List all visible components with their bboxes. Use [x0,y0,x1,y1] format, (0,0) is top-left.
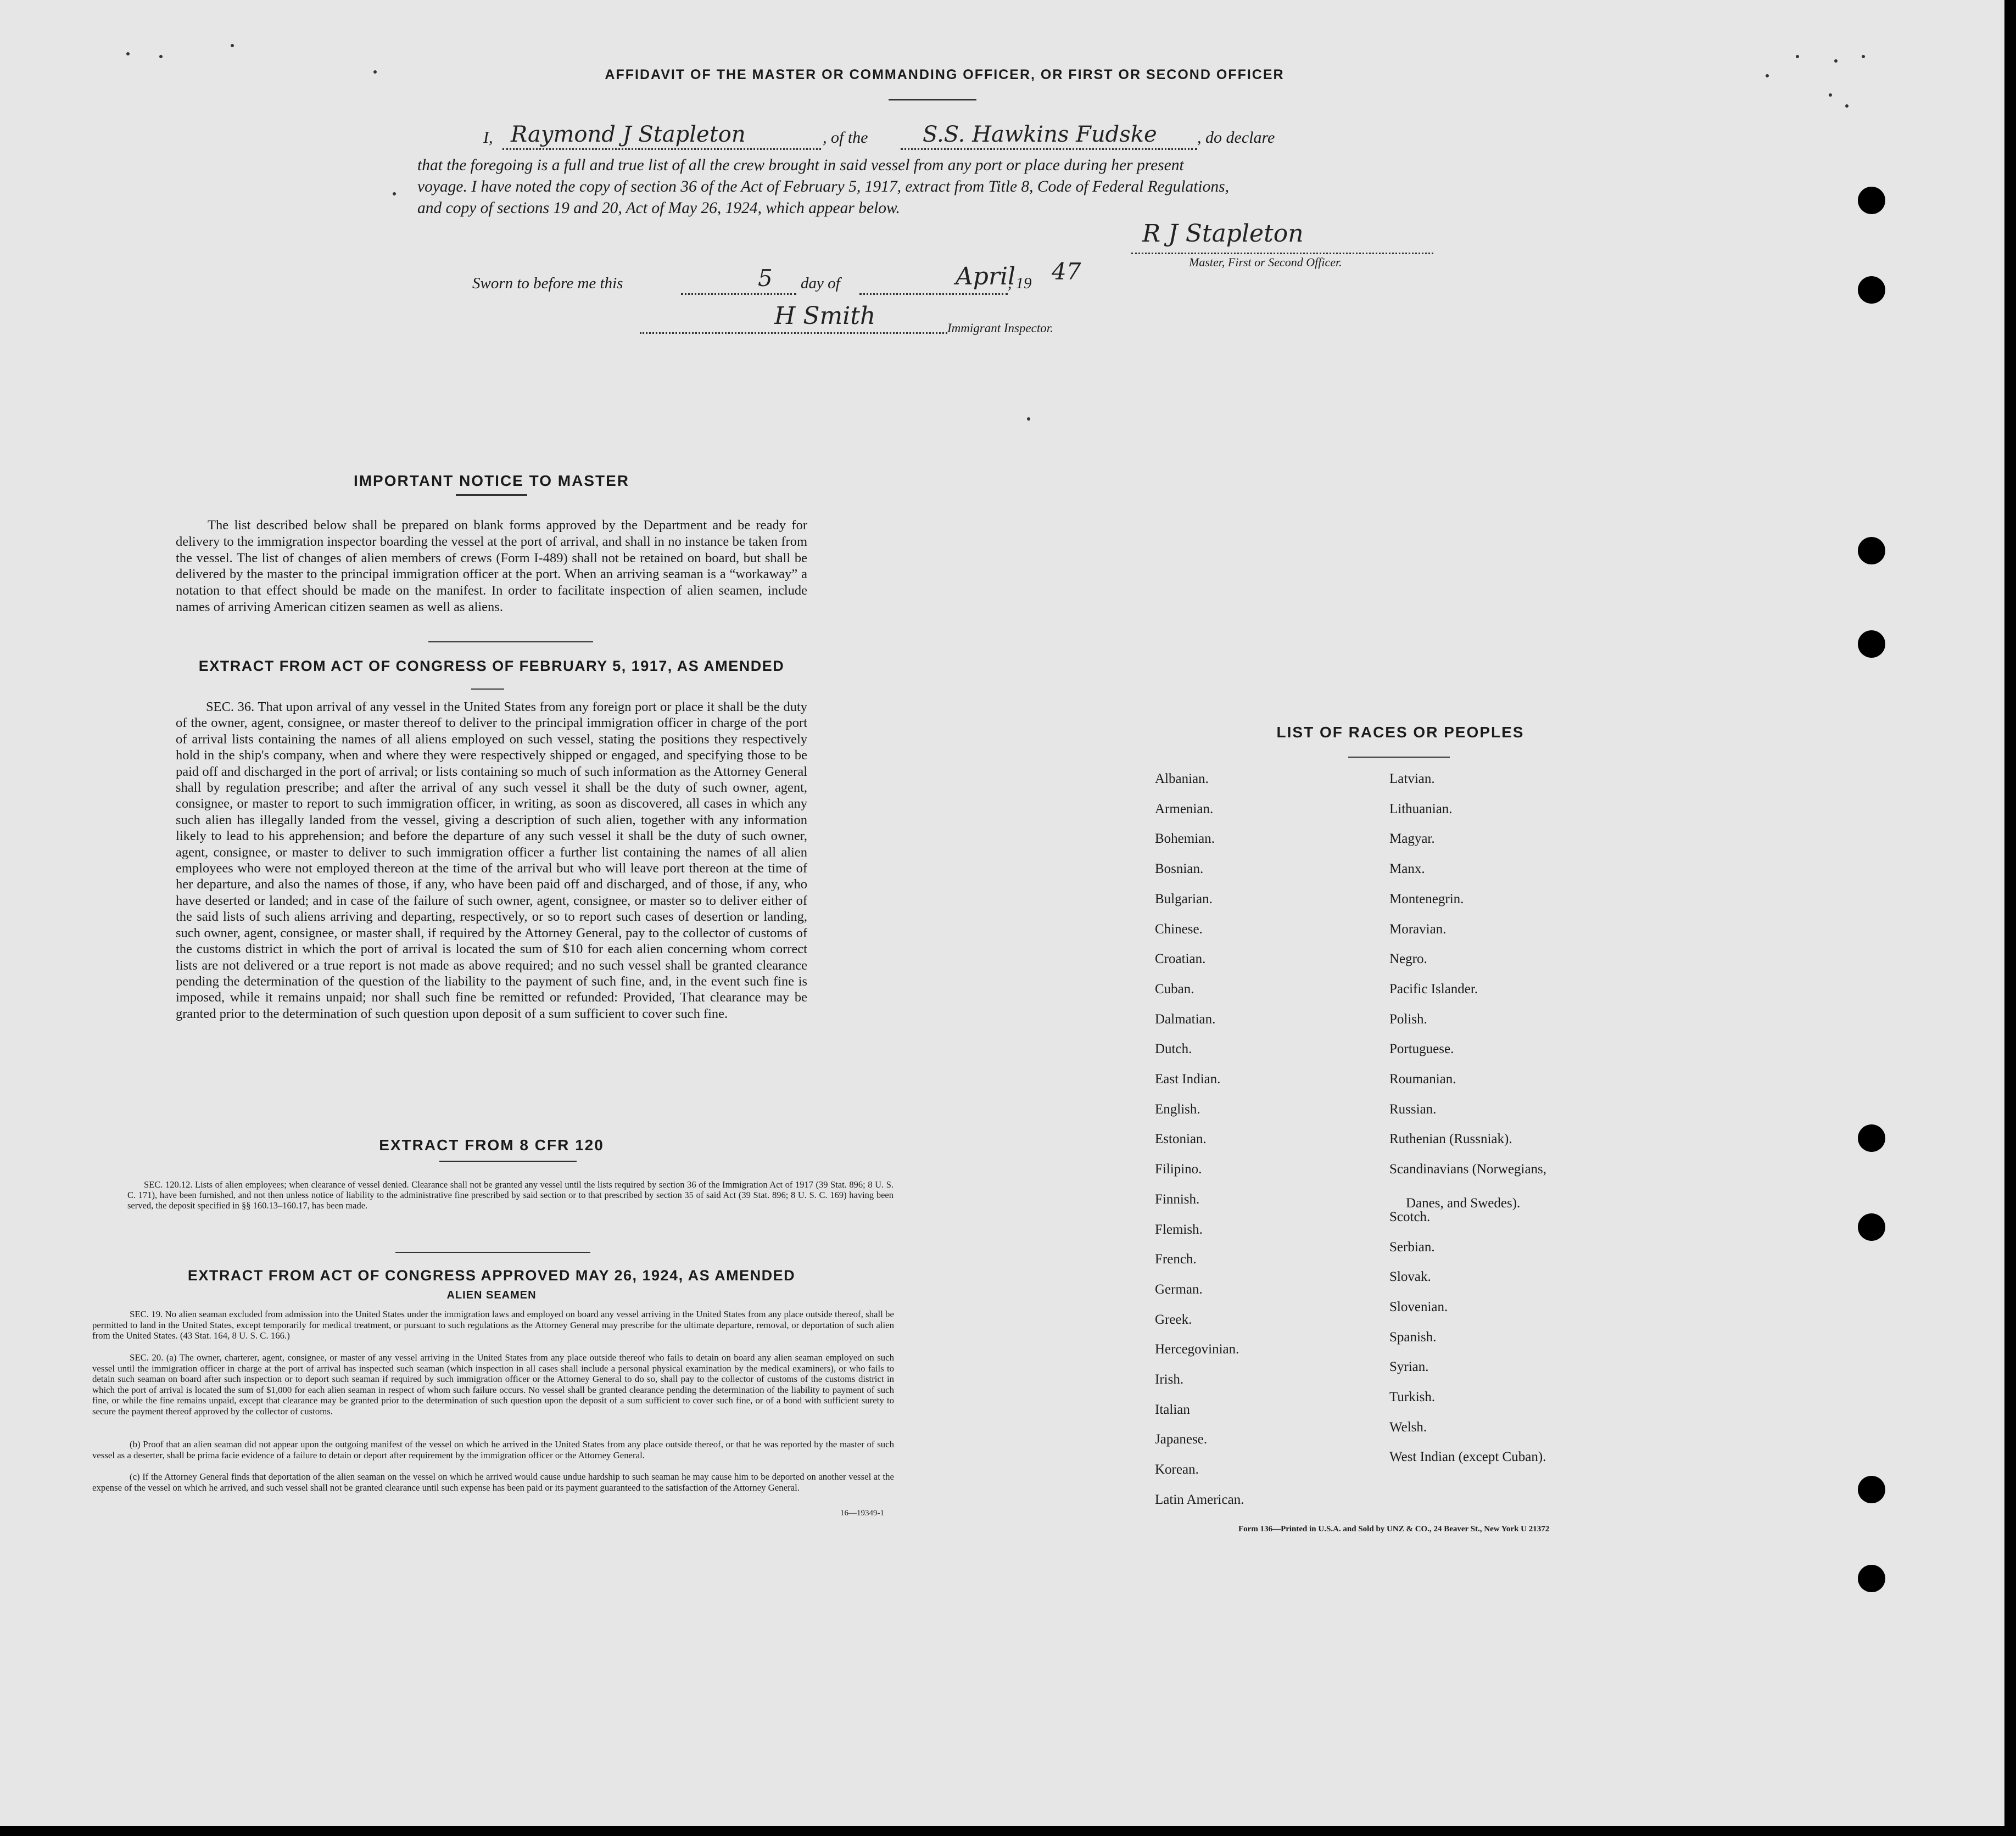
race-item-left: Bosnian. [1155,861,1204,877]
race-item-right-continuation: Danes, and Swedes). [1406,1196,1521,1211]
race-item-right: Slovenian. [1389,1299,1448,1314]
notice-heading-rule [456,494,527,496]
race-item-left: German. [1155,1281,1203,1297]
extract1917-heading: EXTRACT FROM ACT OF CONGRESS OF FEBRUARY 5, 1917, AS AMENDED [198,658,785,674]
race-item-left: Dutch. [1155,1042,1192,1057]
races-heading: LIST OF RACES OR PEOPLES [1276,724,1524,741]
title-rule [889,99,976,100]
punch-hole [1858,1565,1885,1592]
notice-heading: IMPORTANT NOTICE TO MASTER [353,472,630,489]
punch-hole [1858,276,1885,304]
inspector-signature-line [640,332,947,334]
race-item-right: Slovak. [1389,1269,1431,1285]
cfr-rule [439,1161,577,1162]
race-item-left: Flemish. [1155,1222,1203,1237]
cfr-heading: EXTRACT FROM 8 CFR 120 [379,1137,604,1154]
race-item-left: Irish. [1155,1372,1184,1387]
sec20b-text: (b) Proof that an alien seaman did not appear upon the outgoing manifest of the vessel on which he arrived in the United States from any place outside thereof, or that he was reported by the master of such vessel as a deserter, shall be prima facie evidence of a failure to detain or deport after requirement by the immigration officer or the Attorney General. [92,1439,894,1460]
sec19-text: SEC. 19. No alien seaman excluded from admission into the United States under the immigration laws and employed on board any vessel arriving in the United States from any place outside thereof, shall be permitted to land in the United States, except temporarily for medical treatment, or pursuant to such regulations as the Attorney General may prescribe for the ultimate departure, removal, or deportation of such alien from the United States. (43 Stat. 164, 8 U. S. C. 166.) [92,1309,894,1341]
race-item-right: Magyar. [1389,831,1435,847]
race-item-left: Dalmatian. [1155,1011,1216,1027]
race-item-right: Spanish. [1389,1329,1437,1345]
race-item-right: Turkish. [1389,1390,1436,1404]
race-item-left: Estonian. [1155,1132,1207,1147]
race-item-right: Montenegrin. [1389,891,1464,906]
race-item-right: Scandinavians (Norwegians, [1389,1162,1547,1177]
year-handwritten: 47 [1052,258,1081,285]
sworn-line [472,258,1186,302]
race-item-left: East Indian. [1155,1072,1221,1087]
inspector-signature: H Smith [774,302,876,330]
sworn-text: Sworn to before me this [472,275,623,292]
race-item-right: Portuguese. [1389,1042,1454,1057]
day-handwritten: 5 [758,265,773,292]
race-item-left: Bulgarian. [1155,891,1213,906]
race-item-right: Syrian. [1389,1359,1429,1375]
alien-seamen-subheading: ALIEN SEAMEN [446,1289,537,1301]
affidavit-i: I, [483,128,493,147]
affidavit-of-the: , of the [823,128,868,147]
race-item-left: Korean. [1155,1462,1199,1477]
race-item-left: Greek. [1155,1312,1192,1327]
race-item-left: Latin American. [1155,1492,1244,1507]
race-item-left: Cuban. [1155,981,1194,997]
race-item-left: Armenian. [1155,801,1214,816]
master-label: Master, First or Second Officer. [1189,255,1342,269]
race-item-left: Hercegovinian. [1155,1342,1239,1357]
race-item-left: Filipino. [1155,1162,1202,1177]
race-item-right: Serbian. [1389,1239,1435,1255]
section-divider [428,641,593,642]
form-footer: Form 136—Printed in U.S.A. and Sold by UNZ & CO., 24 Beaver St., New York U 21372 [1238,1525,1550,1533]
extract1924-heading: EXTRACT FROM ACT OF CONGRESS APPROVED MAY 26, 1924, AS AMENDED [187,1267,796,1284]
affidavit-line3: voyage. I have noted the copy of section 36 of the Act of February 5, 1917, extract from Title 8, Code of Federal Regulations, [417,178,1229,195]
race-item-right: West Indian (except Cuban). [1389,1449,1546,1465]
race-item-left: Finnish. [1155,1191,1200,1207]
inspector-label: Immigrant Inspector. [947,321,1053,335]
races-rule [1348,757,1450,758]
race-item-right: Polish. [1389,1011,1427,1027]
race-item-left: Croatian. [1155,951,1206,967]
affidavit-line4: and copy of sections 19 and 20, Act of May 26, 1924, which appear below. [417,199,900,217]
race-item-right: Scotch. [1389,1209,1431,1224]
affidavit-title: AFFIDAVIT OF THE MASTER OR COMMANDING OFFICER, OR FIRST OR SECOND OFFICER [605,67,1285,82]
race-item-left: Bohemian. [1155,831,1215,847]
race-item-right: Pacific Islander. [1389,981,1478,997]
race-item-right: Negro. [1389,951,1427,967]
cfr-body: SEC. 120.12. Lists of alien employees; when clearance of vessel denied. Clearance shall not be granted any vessel until the lists required by section 36 of the Immigration Act of 1917 (39 Stat. 896; 8 U. S. C. 171), have been furnished, and not then unless notice of liability to the administrative fine prescribed by said section or to that prescribed by section 35 of said Act (39 Stat. 896; 8 U. S. C. 169) having been served, the deposit specified in §§ 160.13–160.17, has been made. [127,1179,893,1211]
officer-name-handwritten: Raymond J Stapleton [511,122,746,147]
race-item-right: Roumanian. [1389,1072,1456,1087]
race-item-right: Ruthenian (Russniak). [1389,1132,1512,1147]
punch-hole [1858,537,1885,564]
cfr-divider [395,1252,590,1253]
punch-hole [1858,1476,1885,1503]
race-item-left: Italian [1155,1402,1190,1417]
month-handwritten: April [956,262,1016,290]
extract1917-body: SEC. 36. That upon arrival of any vessel in the United States from any foreign port or place it shall be the duty of the owner, agent, consignee, or master thereof to deliver to the principal immigration officer in charge of the port of arrival lists containing the names of all aliens employed on such vessel, stating the positions they respectively hold in the ship's company, when and where they were respectively shipped or engaged, and specifying those to be paid off and discharged in the port of arrival; or lists containing so much of such information as the Attorney General shall by regulation prescribe; and after the arrival of any such vessel it shall be the duty of such owner, agent, consignee, or master to report to such immigration officer, in writing, as soon as discovered, all cases in which any such alien has illegally landed from the vessel, giving a description of such alien, together with any information likely to lead to his apprehension; and before the departure of any such vessel it shall be the duty of such owner, agent, consignee, or master to deliver to such immigration officer a further list containing the names of all alien employees who were not employed thereon at the time of the arrival but who will leave port thereon at the time of her departure, and also the names of those, if any, who have been paid off and discharged, and of those, if any, who have deserted or landed; and in case of the failure of such owner, agent, consignee, or master so to deliver either of the said lists of such aliens arriving and departing, respectively, or so to report such cases of desertion or landing, such owner, agent, consignee, or master shall, if required by the Attorney General, pay to the collector of customs of the customs district in which the port of arrival is located the sum of $10 for each alien concerning whom correct lists are not delivered or a true report is not made as above required; and no such vessel shall be granted clearance pending the determination of the question of the liability to the payment of such fine, and, in the event such fine is imposed, while it remains unpaid; nor shall such fine be remitted or refunded: Provided, That clearance may be granted prior to the determination of such question upon deposit of a sum sufficient to cover such fine. [176,699,807,1021]
year-prefix: , 19 [1008,275,1032,292]
affidavit-do-declare: , do declare [1197,128,1275,147]
race-item-right: Russian. [1389,1101,1437,1117]
notice-body: The list described below shall be prepared on blank forms approved by the Department and be ready for delivery to the immigration inspector boarding the vessel at the port of arrival, and shall in no instance be taken from the vessel. The list of changes of alien members of crews (Form I-489) shall not be retained on board, but shall be delivered by the master to the principal immigration officer at the port. When an arriving seaman is a “workaway” a notation to that effect should be made on the manifest. In order to facilitate inspection of alien seamen, include names of arriving American citizen seamen as well as aliens. [176,518,807,614]
race-item-right: Lithuanian. [1389,801,1453,816]
affidavit-line2: that the foregoing is a full and true list of all the crew brought in said vessel from any port or place during her present [417,156,1184,174]
punch-hole [1858,630,1885,658]
master-signature-line [1131,253,1433,254]
race-item-left: Japanese. [1155,1432,1208,1447]
punch-hole [1858,187,1885,214]
sec20c-text: (c) If the Attorney General finds that deportation of the alien seaman on the vessel on which he arrived would cause undue hardship to such seaman he may cause him to be deported on another vessel at the expense of the vessel on which he arrived, and such vessel shall not be granted clearance until such expense has been paid or its payment guaranteed to the satisfaction of the Attorney General. [92,1471,894,1493]
punch-hole [1858,1124,1885,1152]
race-item-right: Moravian. [1389,921,1447,937]
race-item-left: English. [1155,1101,1200,1117]
race-item-left: French. [1155,1252,1197,1267]
vessel-name-handwritten: S.S. Hawkins Fudske [923,122,1157,147]
race-item-left: Chinese. [1155,921,1203,937]
race-item-right: Welsh. [1389,1419,1427,1435]
affidavit-line1 [417,122,1472,155]
print-code: 16—19349-1 [840,1509,884,1518]
race-item-right: Manx. [1389,861,1425,877]
race-item-right: Latvian. [1389,771,1435,786]
extract1917-rule [471,688,504,690]
race-item-left: Albanian. [1155,771,1209,786]
master-signature: R J Stapleton [1142,220,1304,248]
day-of-text: day of [801,275,840,292]
punch-hole [1858,1213,1885,1241]
sec20a-text: SEC. 20. (a) The owner, charterer, agent, consignee, or master of any vessel arriving in the United States from any place outside thereof who fails to detain on board any alien seaman employed on such vessel until the immigration officer in charge at the port of arrival has inspected such seaman (which inspection in all cases shall include a personal physical examination by the medical examiners), or who fails to detain such seaman on board after such inspection or to deport such seaman if required by such immigration officer or the Attorney General to do so, shall pay to the collector of customs of the customs district in which the port of arrival is located the sum of $1,000 for each alien seaman in respect of whom such failure occurs. No vessel shall be granted clearance pending the determination of the liability to payment of such fine, or while the fine remains unpaid, except that clearance may be granted prior to the determination of such question upon the deposit of a sum sufficient to cover such fine, or of a bond with sufficient surety to secure the payment thereof approved by the collector of customs. [92,1352,894,1417]
